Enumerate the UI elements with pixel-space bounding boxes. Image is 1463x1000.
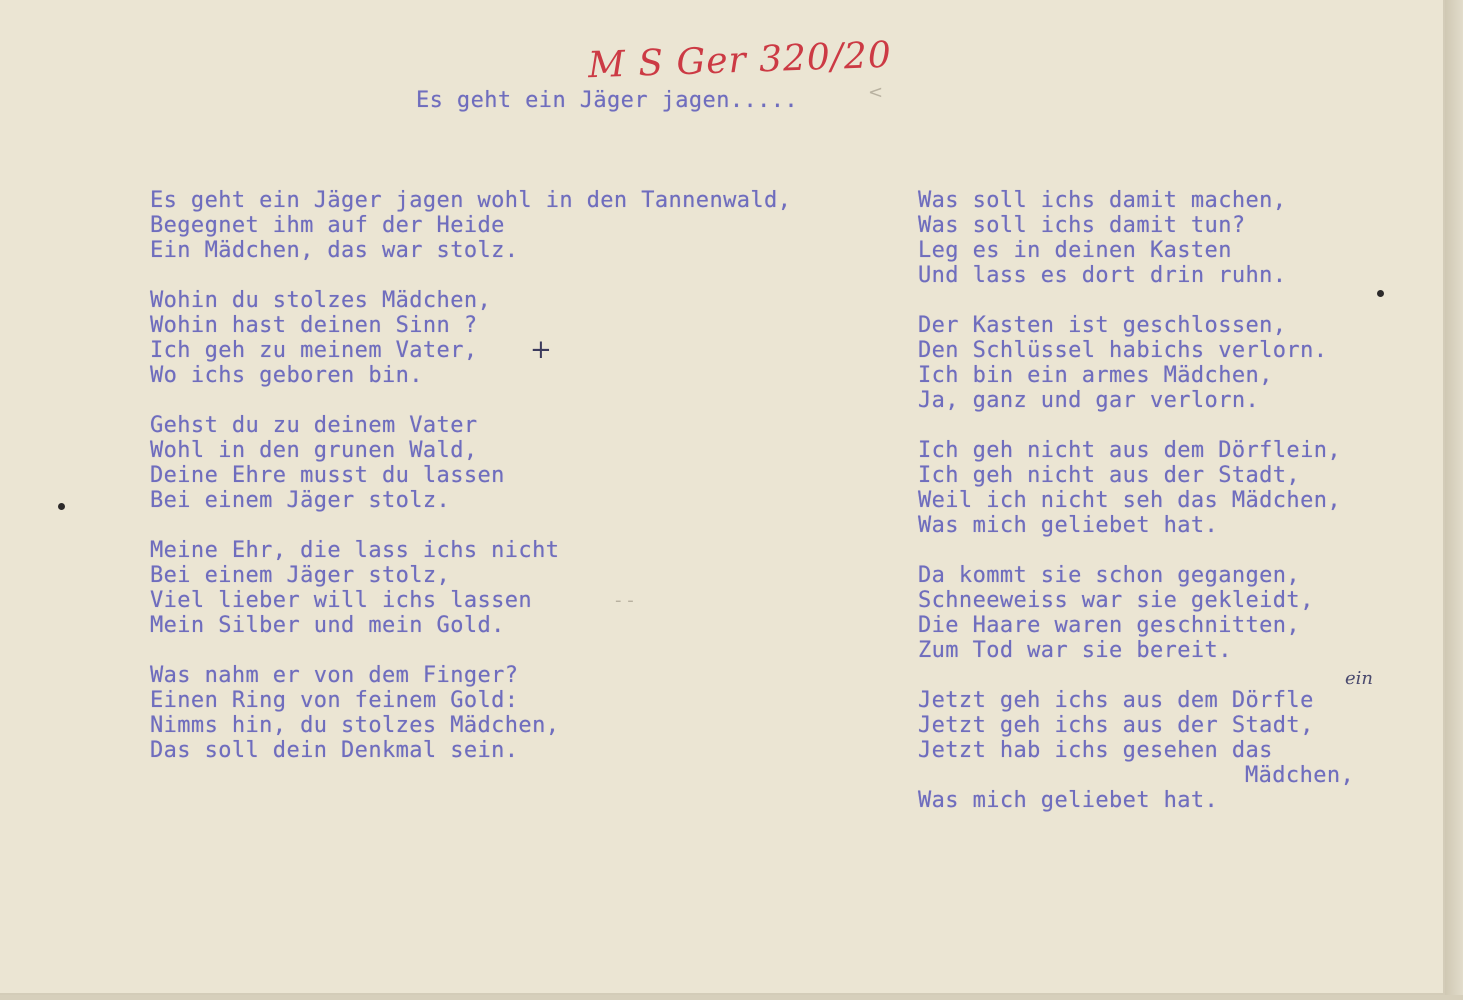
poem-line: Bei einem Jäger stolz, — [150, 563, 451, 588]
stanza — [150, 538, 791, 638]
punch-dot — [58, 503, 65, 510]
poem-line: Nimms hin, du stolzes Mädchen, — [150, 713, 560, 738]
poem-line: Ich geh zu meinem Vater, — [150, 338, 478, 363]
stanza — [918, 688, 1354, 813]
poem-title: Es geht ein Jäger jagen..... — [416, 88, 799, 113]
poem-line: Die Haare waren geschnitten, — [918, 613, 1301, 638]
poem-line: Jetzt geh ichs aus dem Dörfle — [918, 688, 1314, 713]
poem-line: Wo ichs geboren bin. — [150, 363, 423, 388]
poem-line: Der Kasten ist geschlossen, — [918, 313, 1287, 338]
poem-line: Wohin hast deinen Sinn ? — [150, 313, 478, 338]
poem-line: Es geht ein Jäger jagen wohl in den Tannenwald, — [150, 188, 792, 213]
stanza — [150, 188, 791, 263]
poem-line: Den Schlüssel habichs verlorn. — [918, 338, 1328, 363]
paper-smudge: - ‐ — [615, 590, 634, 611]
poem-line: Begegnet ihm auf der Heide — [150, 213, 505, 238]
archive-shelfmark: M S Ger 320/20 — [587, 34, 893, 87]
sheet-edge — [1445, 0, 1463, 1000]
poem-line: Mein Silber und mein Gold. — [150, 613, 505, 638]
poem-line: Viel lieber will ichs lassen — [150, 588, 533, 613]
stanza — [150, 663, 791, 763]
poem-line: Da kommt sie schon gegangen, — [918, 563, 1301, 588]
poem-line: Wohl in den grunen Wald, — [150, 438, 478, 463]
poem-line: Was soll ichs damit tun? — [918, 213, 1246, 238]
poem-line: Meine Ehr, die lass ichs nicht — [150, 538, 560, 563]
poem-line: Ich geh nicht aus der Stadt, — [918, 463, 1301, 488]
poem-line: Das soll dein Denkmal sein. — [150, 738, 519, 763]
poem-line: Jetzt geh ichs aus der Stadt, — [918, 713, 1314, 738]
poem-line: Mädchen, — [1245, 763, 1355, 788]
handwritten-correction: ein — [1345, 668, 1374, 689]
poem-line: Ich geh nicht aus dem Dörflein, — [918, 438, 1341, 463]
stanza — [918, 313, 1354, 413]
stanza — [150, 288, 791, 388]
poem-line: Was soll ichs damit machen, — [918, 188, 1287, 213]
stanza — [918, 438, 1354, 538]
poem-line: Gehst du zu deinem Vater — [150, 413, 478, 438]
stanza — [150, 413, 791, 513]
poem-line: Einen Ring von feinem Gold: — [150, 688, 519, 713]
poem-line: Ein Mädchen, das war stolz. — [150, 238, 519, 263]
right-column — [918, 188, 1354, 838]
left-column — [150, 188, 791, 788]
poem-line: Weil ich nicht seh das Mädchen, — [918, 488, 1341, 513]
poem-line: Bei einem Jäger stolz. — [150, 488, 451, 513]
poem-line: Und lass es dort drin ruhn. — [918, 263, 1287, 288]
poem-line: Zum Tod war sie bereit. — [918, 638, 1232, 663]
poem-line: Was mich geliebet hat. — [918, 788, 1219, 813]
stanza — [918, 563, 1354, 663]
poem-line: Ich bin ein armes Mädchen, — [918, 363, 1273, 388]
poem-line: Deine Ehre musst du lassen — [150, 463, 505, 488]
stanza — [918, 188, 1354, 288]
handwritten-cross-mark: + — [530, 335, 552, 365]
poem-line: Ja, ganz und gar verlorn. — [918, 388, 1260, 413]
poem-line: Wohin du stolzes Mädchen, — [150, 288, 492, 313]
poem-line: Was mich geliebet hat. — [918, 513, 1219, 538]
sheet-edge — [0, 995, 1463, 1000]
paper-smudge: < — [868, 82, 884, 103]
poem-line: Jetzt hab ichs gesehen das — [918, 738, 1273, 763]
poem-line: Was nahm er von dem Finger? — [150, 663, 519, 688]
poem-line: Schneeweiss war sie gekleidt, — [918, 588, 1314, 613]
punch-dot — [1377, 290, 1384, 297]
poem-line: Leg es in deinen Kasten — [918, 238, 1232, 263]
